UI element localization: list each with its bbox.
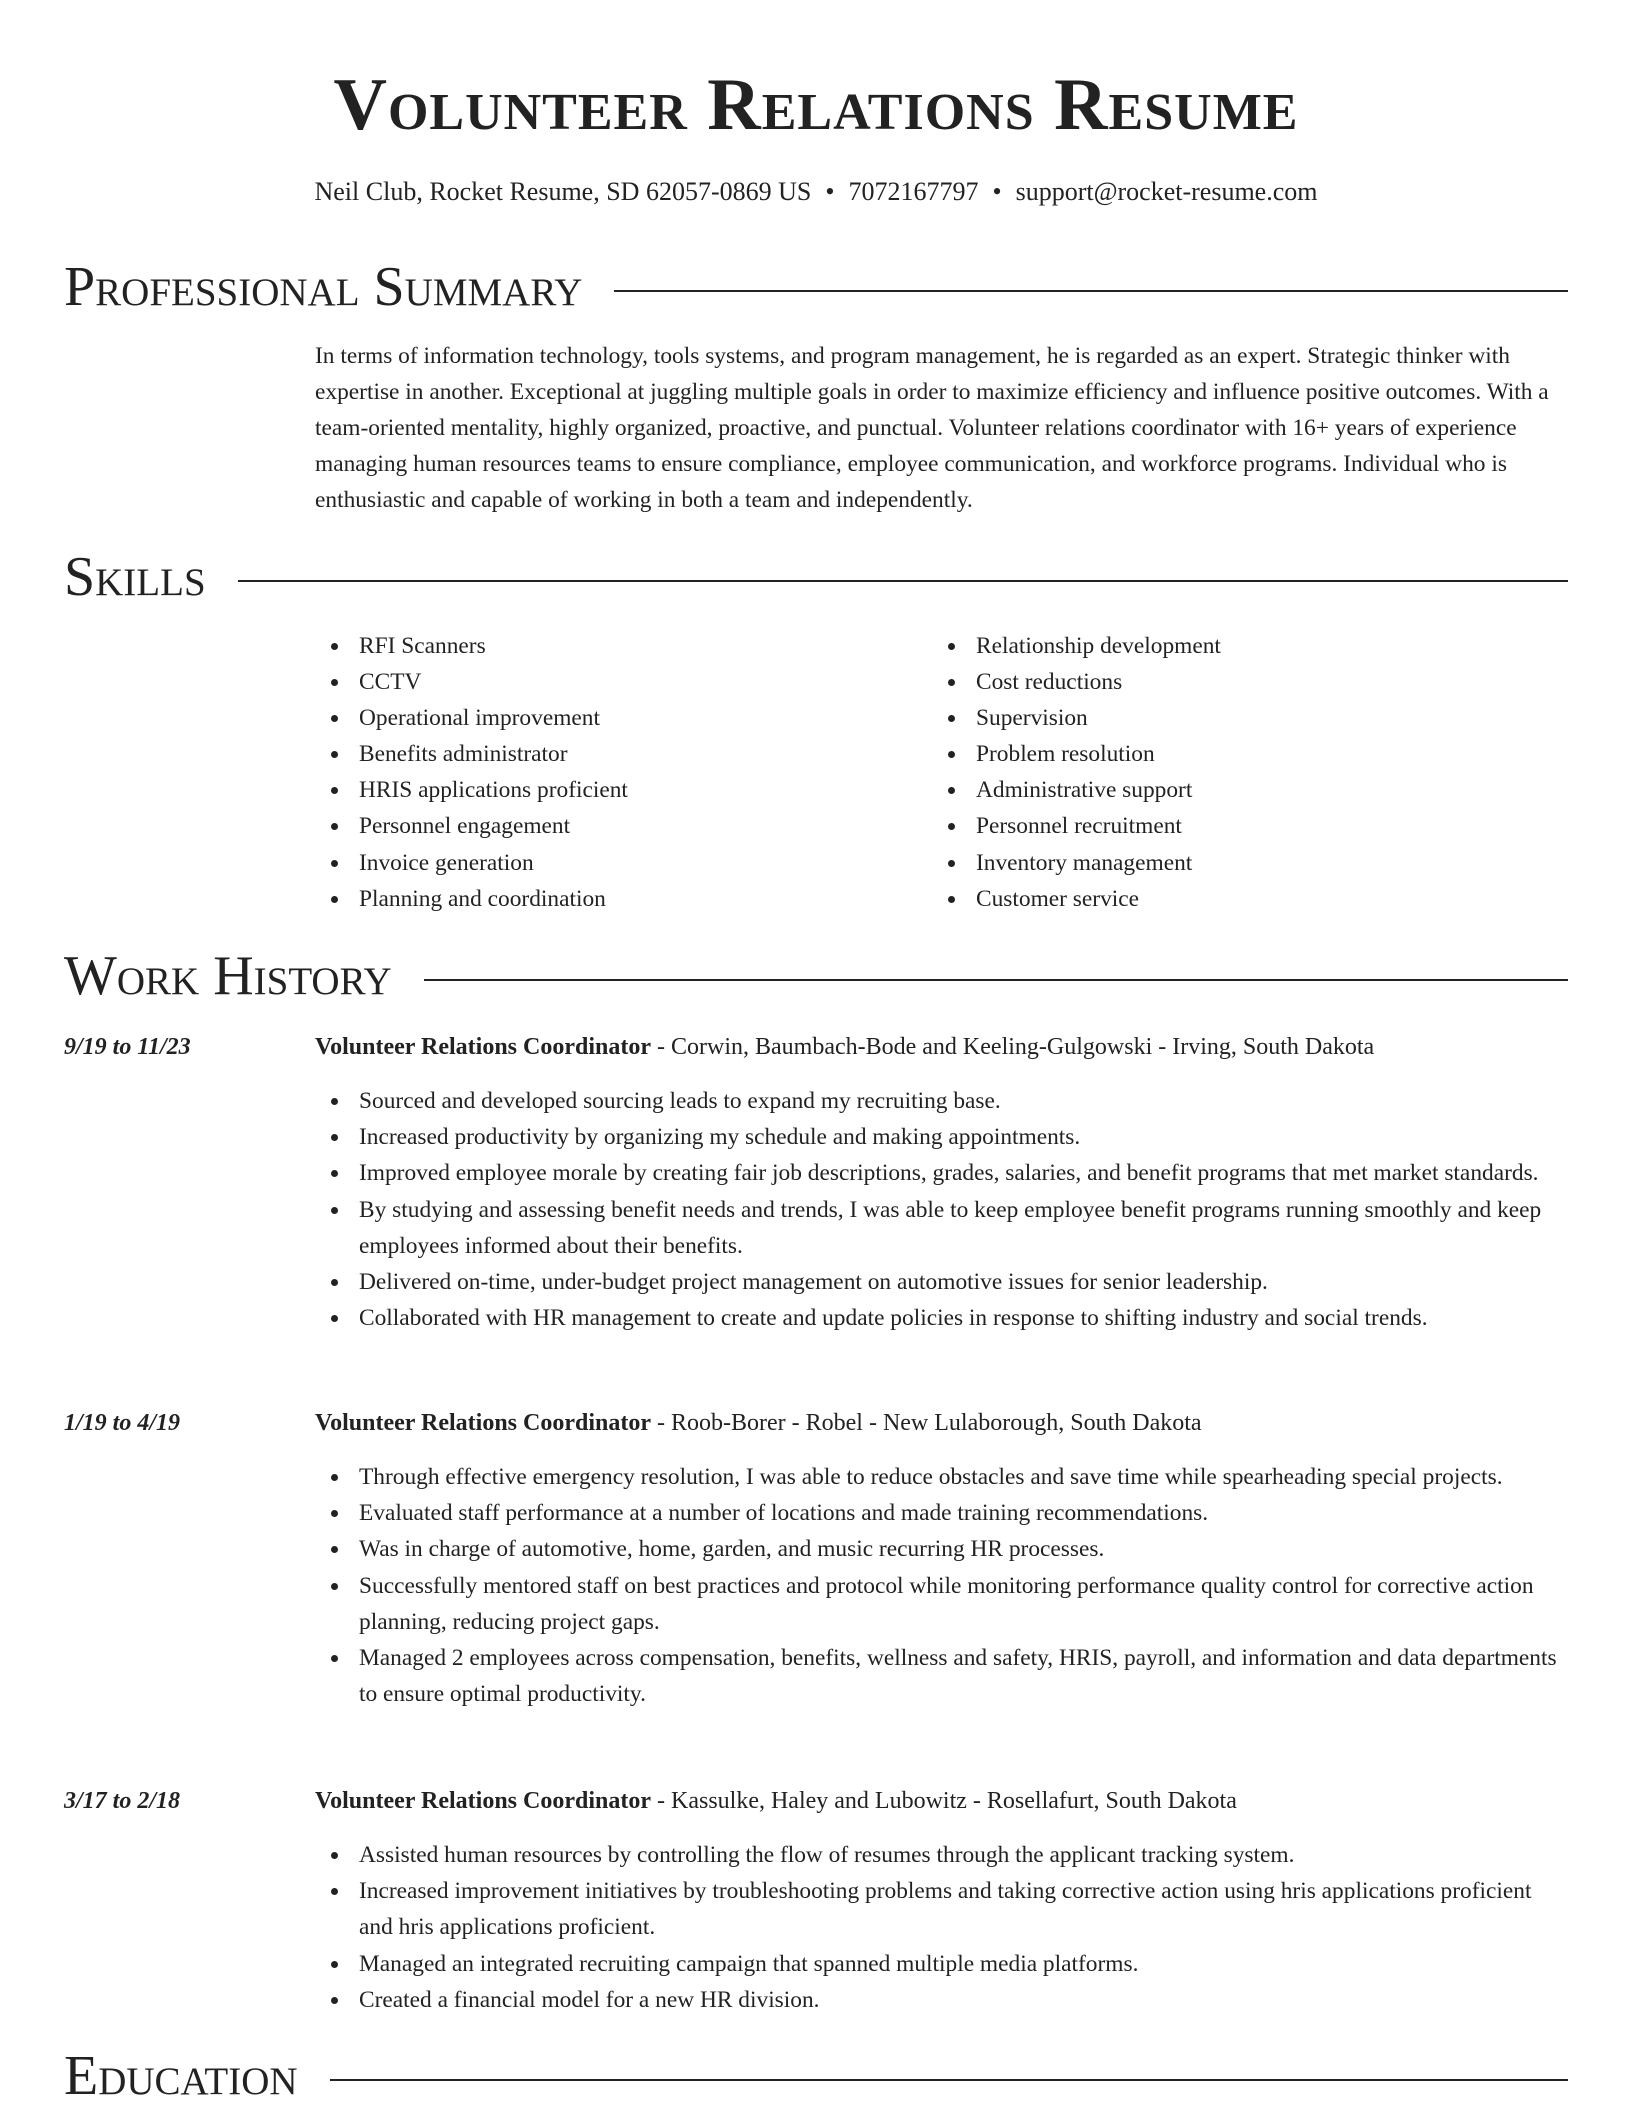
job-duty-item: By studying and assessing benefit needs and trends, I was able to keep employee benefit programs running smoothly and keep employees informed about their benefits. [315,1192,1570,1264]
skill-item: Administrative support [932,772,1549,808]
job-duty-item: Managed an integrated recruiting campaign that spanned multiple media platforms. [315,1946,1570,1982]
section-title-work-history: Work History [64,945,392,1007]
job-heading [315,1405,1570,1441]
skills-list [315,628,1570,917]
section-header-work-history [64,944,1568,1008]
job-duties [315,1459,1570,1712]
job-duty-item: Created a financial model for a new HR division. [315,1982,1570,2018]
skill-item: Planning and coordination [315,881,932,917]
job-duty-item: Increased improvement initiatives by troubleshooting problems and taking corrective action using hris applications proficient and hris applications proficient. [315,1873,1570,1945]
section-header-skills [64,545,1568,609]
job-dates: 3/17 to 2/18 [64,1788,181,1814]
job-dates: 1/19 to 4/19 [64,1410,181,1436]
skill-item: Relationship development [932,628,1549,664]
skills-column-right [932,628,1549,917]
section-divider [614,290,1568,292]
skill-item: Inventory management [932,845,1549,881]
job-duty-item: Collaborated with HR management to create and update policies in response to shifting industry and social trends. [315,1300,1570,1336]
job-duty-item: Successfully mentored staff on best practices and protocol while monitoring performance quality control for corrective action planning, reducing project gaps. [315,1568,1570,1640]
job-duty-item: Sourced and developed sourcing leads to expand my recruiting base. [315,1083,1570,1119]
skill-item: Invoice generation [315,845,932,881]
job-heading [315,1783,1570,1819]
section-divider [424,979,1568,981]
skill-item: CCTV [315,664,932,700]
skill-item: Cost reductions [932,664,1549,700]
skill-item: Problem resolution [932,736,1549,772]
section-header-education [64,2044,1568,2108]
skill-item: HRIS applications proficient [315,772,932,808]
contact-line [0,176,1632,208]
job-duty-item: Was in charge of automotive, home, garden, and music recurring HR processes. [315,1531,1570,1567]
skills-column-left [315,628,932,917]
job-employer-location: - Kassulke, Haley and Lubowitz - Rosellafurt, South Dakota [651,1788,1237,1814]
section-title-skills: Skills [64,546,206,608]
professional-summary-text: In terms of information technology, tools systems, and program management, he is regarded as an expert. Strategic thinker with expertise in another. Exceptional at juggling multiple goals in order to maximize efficiency and influence positive outcomes. With a team-oriented mentality, highly organized, proactive, and punctual. Volunteer relations coordinator with 16+ years of experience managing human resources teams to ensure compliance, employee communication, and workforce programs. Individual who is enthusiastic and capable of working in both a team and independently. [315,343,1549,513]
job-duty-item: Improved employee morale by creating fair job descriptions, grades, salaries, and benefit programs that met market standards. [315,1155,1570,1191]
section-title-summary: Professional Summary [64,256,583,318]
job-duty-item: Assisted human resources by controlling the flow of resumes through the applicant tracking system. [315,1837,1570,1873]
section-divider [330,2079,1568,2081]
section-divider [238,580,1568,582]
job-duties [315,1837,1570,2018]
contact-address: Neil Club, Rocket Resume, SD 62057-0869 US [314,177,812,206]
skill-item: Personnel recruitment [932,808,1549,844]
skill-item: Operational improvement [315,700,932,736]
job-heading [315,1029,1570,1065]
resume-title: Volunteer Relations Resume [333,64,1299,146]
job-duty-item: Managed 2 employees across compensation, benefits, wellness and safety, HRIS, payroll, and information and data departments to ensure optimal productivity. [315,1640,1570,1712]
job-duty-item: Through effective emergency resolution, I was able to reduce obstacles and save time while spearheading special projects. [315,1459,1570,1495]
skill-item: Supervision [932,700,1549,736]
contact-phone: 7072167797 [848,177,979,206]
skill-item: RFI Scanners [315,628,932,664]
job-title: Volunteer Relations Coordinator [315,1034,651,1060]
contact-email[interactable]: support@rocket-resume.com [1015,177,1318,206]
skill-item: Personnel engagement [315,808,932,844]
section-header-summary [64,255,1568,319]
job-employer-location: - Roob-Borer - Robel - New Lulaborough, South Dakota [651,1410,1202,1436]
section-title-education: Education [64,2045,298,2107]
job-title: Volunteer Relations Coordinator [315,1788,651,1814]
skill-item: Benefits administrator [315,736,932,772]
job-employer-location: - Corwin, Baumbach-Bode and Keeling-Gulgowski - Irving, South Dakota [651,1034,1375,1060]
contact-separator: • [825,177,835,206]
job-duty-item: Delivered on-time, under-budget project management on automotive issues for senior leadership. [315,1264,1570,1300]
job-duties [315,1083,1570,1336]
job-dates: 9/19 to 11/23 [64,1034,191,1060]
skill-item: Customer service [932,881,1549,917]
job-title: Volunteer Relations Coordinator [315,1410,651,1436]
job-duty-item: Increased productivity by organizing my schedule and making appointments. [315,1119,1570,1155]
job-duty-item: Evaluated staff performance at a number of locations and made training recommendations. [315,1495,1570,1531]
contact-separator: • [992,177,1002,206]
